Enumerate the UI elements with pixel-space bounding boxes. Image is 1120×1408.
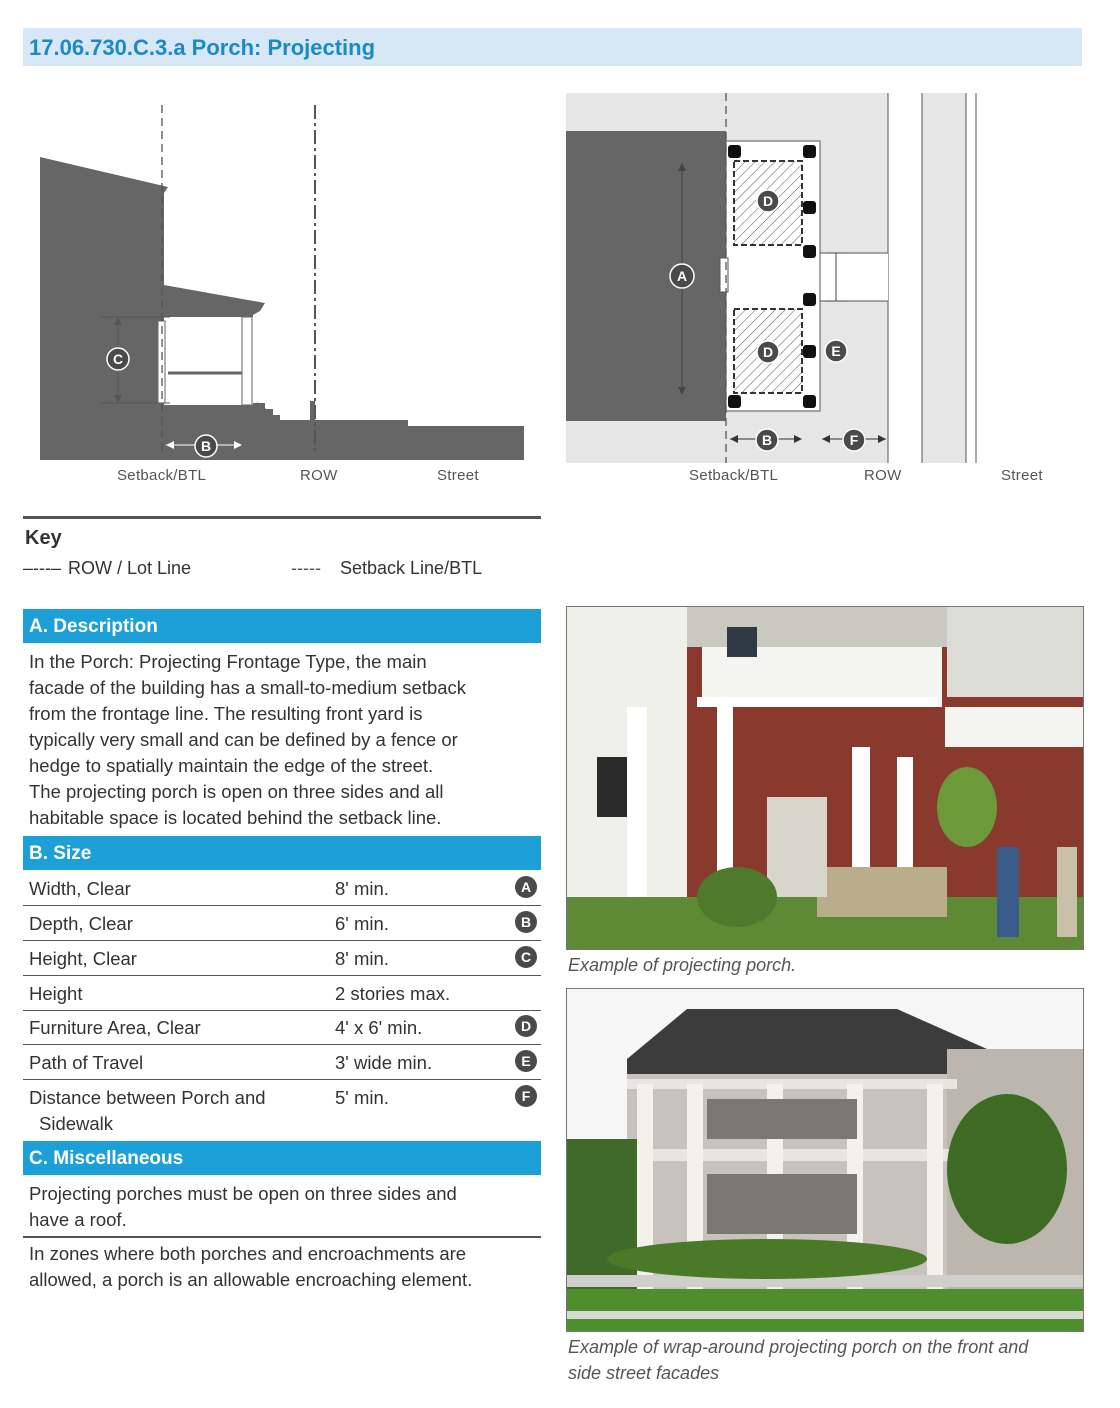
key-divider [23, 516, 541, 519]
size-heading: B. Size [29, 843, 92, 864]
description-heading: A. Description [29, 616, 158, 637]
projecting-porch-photo [566, 606, 1084, 950]
misc-heading-bar [23, 1141, 541, 1175]
section-label-row: ROW [300, 467, 338, 484]
misc-divider [23, 1236, 541, 1238]
misc-paragraph-2 [29, 1241, 539, 1293]
size-heading-bar [23, 836, 541, 870]
plan-label-street: Street [1001, 467, 1043, 484]
photo-caption-2 [568, 1334, 1078, 1386]
size-row [23, 941, 541, 976]
description-heading-bar [23, 609, 541, 643]
size-badge: B [515, 911, 537, 933]
photo-caption-1: Example of projecting porch. [568, 955, 797, 975]
svg-text:B: B [761, 432, 773, 448]
misc-paragraph-1 [29, 1181, 539, 1233]
size-badge: D [515, 1015, 537, 1037]
size-label: Height, Clear [29, 948, 137, 969]
size-value: 4' x 6' min. [335, 1017, 423, 1038]
size-badge: E [515, 1050, 537, 1072]
svg-text:D: D [762, 193, 774, 209]
plan-diagram [566, 93, 1082, 463]
size-label: Distance between Porch and [29, 1087, 266, 1108]
size-label: Path of Travel [29, 1052, 144, 1073]
section-diagram [30, 95, 530, 495]
size-label: Height [29, 983, 83, 1004]
size-label: Furniture Area, Clear [29, 1017, 201, 1038]
description-line: In the Porch: Projecting Frontage Type, the main [29, 651, 427, 672]
misc-line: have a roof. [29, 1209, 127, 1230]
size-row [23, 1080, 541, 1138]
misc-line: Projecting porches must be open on three sides and [29, 1183, 457, 1204]
misc-line: allowed, a porch is an allowable encroaching element. [29, 1269, 473, 1290]
size-value: 2 stories max. [335, 983, 451, 1004]
plan-label-row: ROW [864, 467, 902, 484]
key-row-label: ROW / Lot Line [68, 558, 192, 578]
svg-text:A: A [676, 268, 688, 284]
size-value: 3' wide min. [335, 1052, 433, 1073]
size-badge: C [515, 946, 537, 968]
size-row [23, 906, 541, 941]
description-line: typically very small and can be defined by a fence or [29, 729, 458, 750]
svg-text:F: F [849, 432, 859, 448]
size-value: 6' min. [335, 913, 389, 934]
size-value: 8' min. [335, 878, 389, 899]
size-row [23, 871, 541, 906]
description-line: from the frontage line. The resulting front yard is [29, 703, 423, 724]
misc-heading: C. Miscellaneous [29, 1148, 184, 1169]
svg-text:C: C [112, 351, 124, 367]
size-badge: A [515, 876, 537, 898]
key-row-symbol: –---– [23, 558, 62, 578]
key-setback-symbol: ----- [291, 558, 321, 578]
size-label: Width, Clear [29, 878, 131, 899]
svg-text:E: E [831, 343, 841, 359]
title-bar [23, 28, 1082, 66]
size-row [23, 976, 541, 1011]
description-text [29, 649, 539, 831]
page-title: 17.06.730.C.3.a Porch: Projecting [29, 35, 376, 60]
size-badge: F [515, 1085, 537, 1107]
svg-text:B: B [200, 438, 212, 454]
size-label-continued: Sidewalk [39, 1113, 114, 1134]
size-label: Depth, Clear [29, 913, 133, 934]
section-label-setback: Setback/BTL [117, 467, 207, 484]
size-row [23, 1045, 541, 1080]
section-label-street: Street [437, 467, 479, 484]
description-line: hedge to spatially maintain the edge of the street. [29, 755, 434, 776]
description-line: habitable space is located behind the setback line. [29, 807, 442, 828]
description-line: facade of the building has a small-to-medium setback [29, 677, 467, 698]
plan-label-setback: Setback/BTL [689, 467, 779, 484]
size-row [23, 1010, 541, 1045]
photo-caption-2-line: Example of wrap-around projecting porch on the front and [568, 1337, 1029, 1357]
description-line: The projecting porch is open on three sides and all [29, 781, 444, 802]
size-value: 8' min. [335, 948, 389, 969]
wrap-around-porch-photo [566, 988, 1084, 1332]
svg-text:D: D [762, 344, 774, 360]
misc-line: In zones where both porches and encroachments are [29, 1243, 467, 1264]
photo-caption-2-line: side street facades [568, 1363, 720, 1383]
key-title: Key [25, 527, 62, 549]
size-value: 5' min. [335, 1087, 389, 1108]
key-setback-label: Setback Line/BTL [340, 558, 483, 578]
